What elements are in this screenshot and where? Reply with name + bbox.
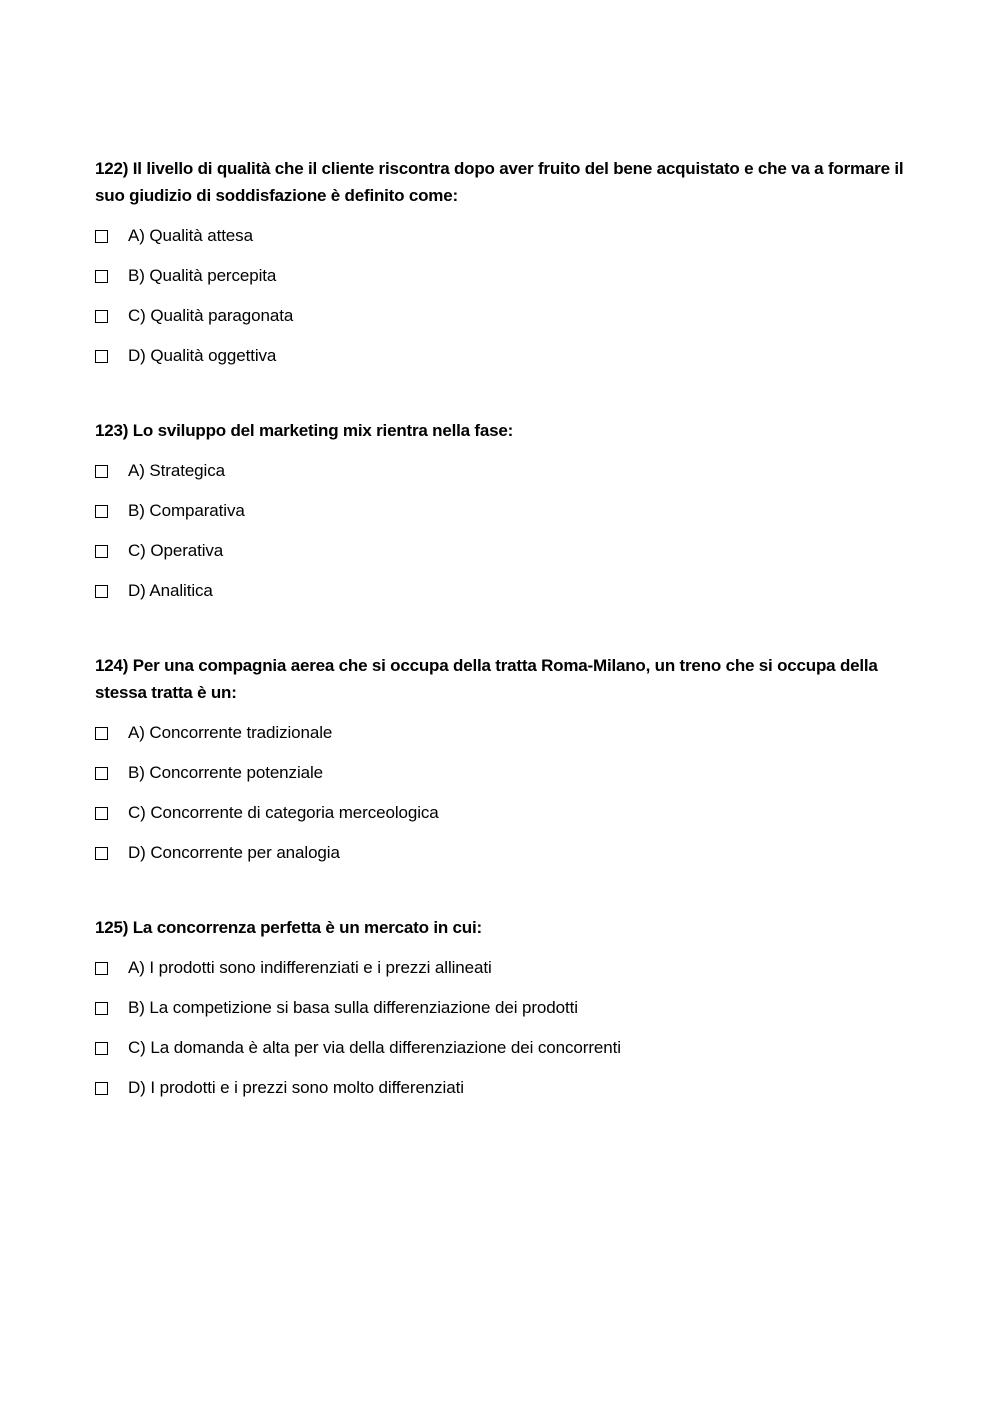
options-list [95,713,905,873]
options-list [95,948,905,1108]
option-a[interactable] [95,948,905,988]
option-label: B) Concorrente potenziale [128,763,324,782]
option-label: A) Strategica [128,461,225,480]
option-b[interactable] [95,988,905,1028]
checkbox-icon[interactable] [95,807,108,820]
checkbox-icon[interactable] [95,270,108,283]
options-list [95,451,905,611]
question-title: 122) Il livello di qualità che il cliente riscontra dopo aver fruito del bene acquistato e che va a formare il suo giudizio di soddisfazione è definito come: [95,159,904,205]
option-label: D) I prodotti e i prezzi sono molto differenziati [128,1078,464,1097]
question-title: 123) Lo sviluppo del marketing mix rientra nella fase: [95,421,514,440]
option-c[interactable] [95,531,905,571]
option-d[interactable] [95,571,905,611]
option-label: C) Qualità paragonata [128,306,294,325]
checkbox-icon[interactable] [95,465,108,478]
checkbox-icon[interactable] [95,1002,108,1015]
option-label: B) Qualità percepita [128,266,277,285]
option-label: A) Qualità attesa [128,226,253,245]
option-label: C) Operativa [128,541,224,560]
options-list [95,216,905,376]
question-122 [95,155,905,376]
checkbox-icon[interactable] [95,310,108,323]
option-d[interactable] [95,336,905,376]
checkbox-icon[interactable] [95,727,108,740]
checkbox-icon[interactable] [95,505,108,518]
option-a[interactable] [95,451,905,491]
option-b[interactable] [95,753,905,793]
option-b[interactable] [95,256,905,296]
option-a[interactable] [95,216,905,256]
option-label: B) Comparativa [128,501,245,520]
checkbox-icon[interactable] [95,847,108,860]
question-125 [95,914,905,1108]
option-d[interactable] [95,1068,905,1108]
option-c[interactable] [95,793,905,833]
question-124 [95,652,905,873]
option-c[interactable] [95,296,905,336]
option-label: A) I prodotti sono indifferenziati e i prezzi allineati [128,958,492,977]
checkbox-icon[interactable] [95,350,108,363]
option-label: A) Concorrente tradizionale [128,723,333,742]
option-a[interactable] [95,713,905,753]
checkbox-icon[interactable] [95,545,108,558]
option-label: D) Analitica [128,581,213,600]
option-label: D) Qualità oggettiva [128,346,277,365]
question-title: 125) La concorrenza perfetta è un mercato in cui: [95,918,482,937]
option-label: B) La competizione si basa sulla differenziazione dei prodotti [128,998,578,1017]
checkbox-icon[interactable] [95,585,108,598]
option-c[interactable] [95,1028,905,1068]
checkbox-icon[interactable] [95,767,108,780]
option-d[interactable] [95,833,905,873]
option-label: D) Concorrente per analogia [128,843,340,862]
option-b[interactable] [95,491,905,531]
quiz-page [95,155,905,1149]
option-label: C) La domanda è alta per via della differenziazione dei concorrenti [128,1038,621,1057]
checkbox-icon[interactable] [95,230,108,243]
question-title: 124) Per una compagnia aerea che si occupa della tratta Roma-Milano, un treno che si occupa della stessa tratta è un: [95,656,878,702]
checkbox-icon[interactable] [95,1082,108,1095]
option-label: C) Concorrente di categoria merceologica [128,803,439,822]
question-123 [95,417,905,611]
checkbox-icon[interactable] [95,962,108,975]
checkbox-icon[interactable] [95,1042,108,1055]
